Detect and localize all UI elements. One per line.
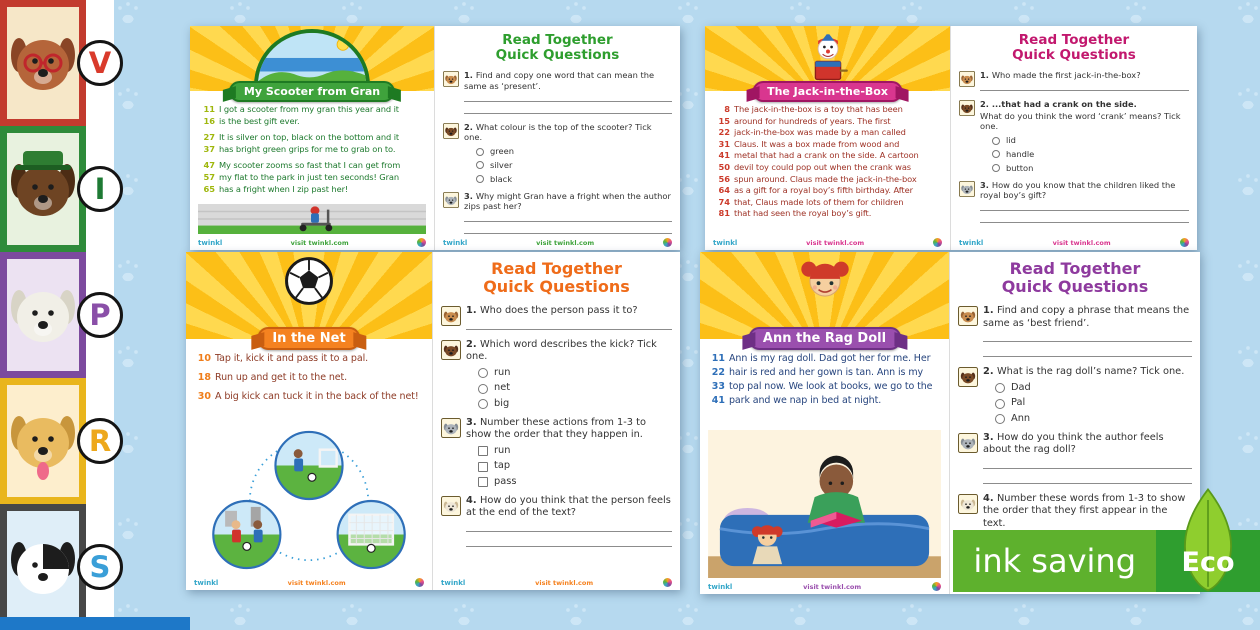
dog-icon <box>959 71 975 87</box>
twinkl-logo: twinkl <box>441 578 466 587</box>
worksheet-my-scooter-from-gran <box>190 26 680 250</box>
radio-button[interactable] <box>995 383 1005 393</box>
question-number: 2. <box>466 338 480 350</box>
story-line <box>198 104 426 116</box>
option-label: button <box>1006 162 1034 173</box>
word-count-number: 8 <box>724 104 730 114</box>
answer-line <box>980 81 1189 91</box>
dog-icon <box>958 306 978 326</box>
dog-illustration-strip <box>0 0 86 630</box>
story-line-text: Run up and get it to the net. <box>215 372 348 383</box>
word-count-number: 81 <box>718 208 730 219</box>
question-item <box>441 417 672 489</box>
question-text: What do you think the word ‘crank’ means? Tick one. <box>980 110 1181 132</box>
question-number: 2. <box>464 121 476 132</box>
letter-text: V <box>88 46 112 80</box>
story-page <box>190 26 435 250</box>
quality-badge-icon <box>933 238 942 247</box>
story-line <box>713 116 942 128</box>
question-text: Number these actions from 1-3 to show the order that they happen in. <box>466 416 646 441</box>
word-count-number: 18 <box>197 372 211 383</box>
story-line <box>708 366 941 380</box>
radio-button[interactable] <box>476 148 484 156</box>
page-footer <box>959 238 1189 247</box>
story-line-text: I got a scooter from my gran this year and it <box>219 104 399 114</box>
word-count-number: 65 <box>203 183 215 194</box>
ink-saving-text: ink saving <box>973 542 1136 580</box>
answer-option[interactable] <box>478 398 672 411</box>
jack-in-the-box-illustration <box>801 29 855 87</box>
radio-button[interactable] <box>992 164 1000 172</box>
twinkl-logo: twinkl <box>713 238 738 247</box>
heading-line-2: Quick Questions <box>1001 276 1149 296</box>
word-count-number: 37 <box>203 143 215 154</box>
radio-button[interactable] <box>478 368 488 378</box>
story-text-block <box>194 352 424 404</box>
story-line <box>713 104 942 116</box>
word-count-number: 41 <box>718 150 730 161</box>
word-count-number: 16 <box>203 115 215 126</box>
story-page <box>705 26 951 250</box>
question-number: 1. <box>466 305 480 316</box>
dog-icon <box>959 181 975 197</box>
answer-line <box>464 212 672 222</box>
eco-text: Eco <box>1181 547 1235 578</box>
checkbox[interactable] <box>478 477 488 487</box>
question-item <box>443 70 672 116</box>
story-line-text: that, Claus made lots of them for children <box>734 196 904 207</box>
dog-panel-r <box>0 378 86 504</box>
question-text: How do you think that the person feels at the end of the text? <box>466 494 671 519</box>
heading-line-2: Quick Questions <box>1012 47 1136 63</box>
story-line <box>713 139 942 151</box>
option-label: tap <box>494 460 511 472</box>
letter-text: R <box>88 424 112 458</box>
worksheet-in-the-net <box>186 252 680 590</box>
seaside-arch-illustration <box>254 29 370 89</box>
story-text-block <box>198 104 426 195</box>
question-item <box>959 70 1189 93</box>
dog-icon <box>441 306 461 326</box>
word-count-number: 10 <box>197 353 211 364</box>
word-count-number: 22 <box>718 127 730 138</box>
dog-icon <box>958 367 978 387</box>
worksheet-the-jack-in-the-box <box>705 26 1197 250</box>
question-text: What is the rag doll’s name? Tick one. <box>996 366 1185 378</box>
story-line <box>708 394 941 408</box>
question-number: 3. <box>983 431 997 443</box>
question-item <box>441 495 672 550</box>
answer-line <box>464 92 672 102</box>
answer-option[interactable] <box>478 460 672 473</box>
option-label: handle <box>1006 148 1035 159</box>
sheet-header <box>190 26 434 98</box>
story-line-text: has bright green grips for me to grab on to. <box>219 143 396 154</box>
visit-twinkl-link[interactable]: visit twinkl.com <box>536 238 595 247</box>
heading-line-1: Read Together <box>1018 32 1130 48</box>
answer-option[interactable] <box>476 160 672 171</box>
option-label: green <box>490 146 514 157</box>
story-line-text: hair is red and her gown is tan. Ann is my <box>729 367 924 378</box>
dog-icon <box>959 100 975 116</box>
questions-list <box>959 70 1189 225</box>
questions-page <box>951 26 1197 250</box>
word-count-number: 31 <box>718 138 730 149</box>
question-item <box>958 366 1192 425</box>
question-number: 1. <box>983 305 997 316</box>
vipers-sidebar <box>0 0 114 630</box>
sheet-header <box>186 252 432 346</box>
visit-twinkl-link[interactable]: visit twinkl.com <box>803 582 862 591</box>
question-item <box>441 305 672 333</box>
answer-line <box>980 213 1189 223</box>
story-line-text: Ann is my rag doll. Dad got her for me. Her <box>729 353 931 364</box>
questions-list <box>443 70 672 236</box>
radio-button[interactable] <box>476 161 484 169</box>
rag-doll-illustration <box>797 255 853 311</box>
twinkl-logo: twinkl <box>194 578 219 587</box>
vipers-letter-i <box>77 166 123 212</box>
story-line-text: devil toy could pop out when the crank was <box>734 161 912 172</box>
word-count-number: 50 <box>718 161 730 172</box>
story-title: In the Net <box>272 331 346 346</box>
question-number: 4. <box>983 492 997 504</box>
answer-option[interactable] <box>995 397 1192 410</box>
bottom-blue-strip <box>0 617 190 630</box>
answer-line <box>983 330 1192 342</box>
question-item <box>959 180 1189 226</box>
story-line-text: as a gift for a royal boy’s fifth birthday. After <box>734 185 913 196</box>
answer-line <box>466 520 672 532</box>
question-text: ...that had a crank on the side. <box>991 98 1137 109</box>
questions-heading <box>959 33 1189 63</box>
answer-line <box>983 345 1192 357</box>
story-line <box>708 380 941 394</box>
question-item <box>958 305 1192 360</box>
answer-line <box>466 318 672 330</box>
dog-panel-s <box>0 504 86 630</box>
heading-line-1: Read Together <box>491 259 622 278</box>
vipers-letter-v <box>77 40 123 86</box>
dog-panel-v <box>0 0 86 126</box>
quality-badge-icon <box>663 578 672 587</box>
question-text: Who made the first jack-in-the-box? <box>991 70 1141 80</box>
letter-text: I <box>94 172 106 206</box>
quality-badge-icon <box>932 582 941 591</box>
answer-line <box>464 104 672 114</box>
questions-heading <box>441 260 672 295</box>
option-label: pass <box>494 475 517 487</box>
radio-button[interactable] <box>995 414 1005 424</box>
story-line-text: park and we nap in bed at night. <box>729 395 882 406</box>
vipers-letter-s <box>77 544 123 590</box>
vipers-letter-r <box>77 418 123 464</box>
story-line <box>194 371 424 385</box>
word-count-number: 11 <box>711 353 725 364</box>
option-label: lid <box>1006 135 1016 146</box>
answer-option[interactable] <box>478 367 672 380</box>
story-page <box>700 252 950 594</box>
heading-line-1: Read Together <box>502 32 613 48</box>
twinkl-logo: twinkl <box>198 238 223 247</box>
visit-twinkl-link[interactable]: visit twinkl.com <box>806 238 865 247</box>
answer-option[interactable] <box>478 445 672 458</box>
story-line-text: my flat to the park in just ten seconds! Gran <box>219 171 400 182</box>
story-line-text: top pal now. We look at books, we go to the <box>729 381 933 392</box>
story-line-text: has a fright when I zip past her! <box>219 183 349 194</box>
story-line-text: metal that had a crank on the side. A cartoon <box>734 150 919 161</box>
story-line-text: It is silver on top, black on the bottom and it <box>219 132 400 143</box>
quality-badge-icon <box>417 238 426 247</box>
question-item <box>443 191 672 237</box>
football-scenes-illustration <box>193 426 425 574</box>
vipers-letter-p <box>77 292 123 338</box>
radio-button[interactable] <box>992 137 1000 145</box>
story-title-banner <box>229 81 395 102</box>
answer-option[interactable] <box>995 382 1192 395</box>
dog-panel-i <box>0 126 86 252</box>
word-count-number: 33 <box>711 381 725 392</box>
story-line <box>713 150 942 162</box>
heading-line-2: Quick Questions <box>495 47 620 63</box>
word-count-number: 27 <box>203 132 215 143</box>
page-footer <box>198 238 426 247</box>
question-number: 1. <box>464 70 476 80</box>
question-item <box>959 99 1189 174</box>
word-count-number: 57 <box>203 171 215 182</box>
story-line <box>194 352 424 366</box>
question-text: How do you think the author feels about the rag doll? <box>983 431 1164 456</box>
word-count-number: 11 <box>203 104 215 114</box>
story-line-text: My scooter zooms so fast that I can get from <box>219 160 401 171</box>
option-label: run <box>494 444 511 456</box>
story-line <box>198 144 426 156</box>
story-text-block <box>713 104 942 220</box>
story-line <box>198 132 426 144</box>
answer-line <box>464 224 672 234</box>
page-footer <box>443 238 672 247</box>
option-label: Pal <box>1011 397 1026 409</box>
question-number: 3. <box>980 179 992 190</box>
question-text: Find and copy a phrase that means the same as ‘best friend’. <box>983 305 1190 329</box>
option-label: Ann <box>1011 412 1031 424</box>
boy-reading-illustration <box>707 430 942 578</box>
story-line <box>708 352 941 366</box>
word-count-number: 41 <box>711 395 725 406</box>
question-text: What colour is the top of the scooter? Tick one. <box>464 121 652 143</box>
radio-button[interactable] <box>476 175 484 183</box>
twinkl-logo: twinkl <box>708 582 733 591</box>
option-label: big <box>494 397 510 409</box>
answer-option[interactable] <box>995 413 1192 426</box>
questions-heading <box>443 33 672 63</box>
dog-icon <box>443 192 459 208</box>
option-label: Dad <box>1011 381 1031 393</box>
story-line-text: jack-in-the-box was made by a man called <box>734 127 906 138</box>
question-text: Which word describes the kick? Tick one. <box>466 338 657 363</box>
story-line <box>198 184 426 196</box>
story-line-text: The jack-in-the-box is a toy that has been <box>734 104 903 114</box>
answer-line <box>983 457 1192 469</box>
answer-option[interactable] <box>478 382 672 395</box>
page-footer <box>708 582 941 591</box>
question-number: 4. <box>466 494 480 506</box>
story-title-banner <box>748 327 901 350</box>
radio-button[interactable] <box>992 150 1000 158</box>
story-line <box>713 127 942 139</box>
question-text: Who does the person pass it to? <box>479 305 638 316</box>
question-number: 3. <box>464 190 476 201</box>
question-text: Number these words from 1-3 to show the order that they first appear in the text. <box>983 492 1186 529</box>
word-count-number: 74 <box>718 196 730 207</box>
story-title: The Jack-in-the-Box <box>767 85 888 98</box>
visit-twinkl-link[interactable]: visit twinkl.com <box>287 578 346 587</box>
radio-button[interactable] <box>478 384 488 394</box>
quality-badge-icon <box>663 238 672 247</box>
story-line <box>198 172 426 184</box>
dog-icon <box>441 340 461 360</box>
story-line <box>713 208 942 220</box>
answer-line <box>466 535 672 547</box>
story-page <box>186 252 433 590</box>
answer-line <box>980 201 1189 211</box>
page-footer <box>713 238 942 247</box>
checkbox[interactable] <box>478 446 488 456</box>
page-footer <box>441 578 672 587</box>
option-label: silver <box>490 159 513 170</box>
option-label: run <box>494 366 511 378</box>
football-illustration <box>283 255 335 311</box>
page-footer <box>194 578 424 587</box>
story-line <box>713 162 942 174</box>
heading-line-2: Quick Questions <box>483 276 630 296</box>
option-label: black <box>490 173 513 184</box>
answer-option[interactable] <box>476 146 672 157</box>
twinkl-logo: twinkl <box>443 238 468 247</box>
question-text: Find and copy one word that can mean the same as ‘present’. <box>464 70 655 91</box>
questions-list <box>441 305 672 550</box>
answer-option[interactable] <box>476 174 672 185</box>
story-line <box>713 185 942 197</box>
story-line-text: A big kick can tuck it in the back of the net! <box>215 391 419 402</box>
question-number: 2. <box>980 98 992 109</box>
story-line-text: is the best gift ever. <box>219 115 300 126</box>
sheet-header <box>705 26 950 98</box>
questions-list <box>958 305 1192 546</box>
visit-twinkl-link[interactable]: visit twinkl.com <box>535 578 594 587</box>
story-line <box>198 160 426 172</box>
checkbox[interactable] <box>478 462 488 472</box>
word-count-number: 47 <box>203 160 215 171</box>
word-count-number: 64 <box>718 185 730 196</box>
eco-box <box>1156 530 1260 592</box>
question-item <box>443 122 672 185</box>
question-number: 2. <box>983 366 997 378</box>
question-number: 1. <box>980 70 992 80</box>
twinkl-logo: twinkl <box>959 238 984 247</box>
story-text-block <box>708 352 941 408</box>
dog-icon <box>443 71 459 87</box>
ink-saving-label <box>953 530 1156 592</box>
dog-icon <box>958 433 978 453</box>
letter-text: S <box>89 550 111 584</box>
sheet-header <box>700 252 949 346</box>
word-count-number: 15 <box>718 115 730 126</box>
answer-option[interactable] <box>992 163 1189 174</box>
question-text: Why might Gran have a fright when the author zips past her? <box>464 190 671 212</box>
quality-badge-icon <box>1180 238 1189 247</box>
answer-line <box>983 472 1192 484</box>
letter-text: P <box>89 298 111 332</box>
story-title: My Scooter from Gran <box>243 85 381 98</box>
answer-option[interactable] <box>992 149 1189 160</box>
radio-button[interactable] <box>995 399 1005 409</box>
answer-option[interactable] <box>992 135 1189 146</box>
questions-page <box>433 252 680 590</box>
answer-option[interactable] <box>478 476 672 489</box>
questions-heading <box>958 260 1192 295</box>
option-label: net <box>494 382 511 394</box>
story-title: Ann the Rag Doll <box>762 331 887 346</box>
word-count-number: 56 <box>718 173 730 184</box>
word-count-number: 22 <box>711 367 725 378</box>
story-line-text: that had seen the royal boy’s gift. <box>734 208 872 219</box>
visit-twinkl-link[interactable]: visit twinkl.com <box>290 238 349 247</box>
story-line <box>713 197 942 209</box>
dog-panel-p <box>0 252 86 378</box>
scooter-rider-illustration <box>198 204 426 234</box>
story-line-text: spun around. Claus made the jack-in-the-box <box>734 173 917 184</box>
story-title-banner <box>257 327 360 350</box>
dog-icon <box>441 496 461 516</box>
dog-icon <box>958 494 978 514</box>
story-line-text: Tap it, kick it and pass it to a pal. <box>215 353 369 364</box>
question-text: How do you know that the children liked the royal boy’s gift? <box>980 179 1176 201</box>
heading-line-1: Read Together <box>1009 259 1141 278</box>
eco-badge <box>953 530 1260 592</box>
quality-badge-icon <box>415 578 424 587</box>
story-line <box>713 174 942 186</box>
dog-icon <box>441 418 461 438</box>
question-item <box>958 432 1192 487</box>
story-line-text: Claus. It was a box made from wood and <box>734 138 900 149</box>
visit-twinkl-link[interactable]: visit twinkl.com <box>1052 238 1111 247</box>
story-title-banner <box>752 81 903 102</box>
dog-icon <box>443 123 459 139</box>
story-line <box>198 116 426 128</box>
story-line-text: around for hundreds of years. The first <box>734 115 891 126</box>
question-item <box>441 339 672 411</box>
questions-page <box>435 26 680 250</box>
radio-button[interactable] <box>478 399 488 409</box>
question-number: 3. <box>466 416 480 428</box>
word-count-number: 30 <box>197 391 211 402</box>
story-line <box>194 390 424 404</box>
